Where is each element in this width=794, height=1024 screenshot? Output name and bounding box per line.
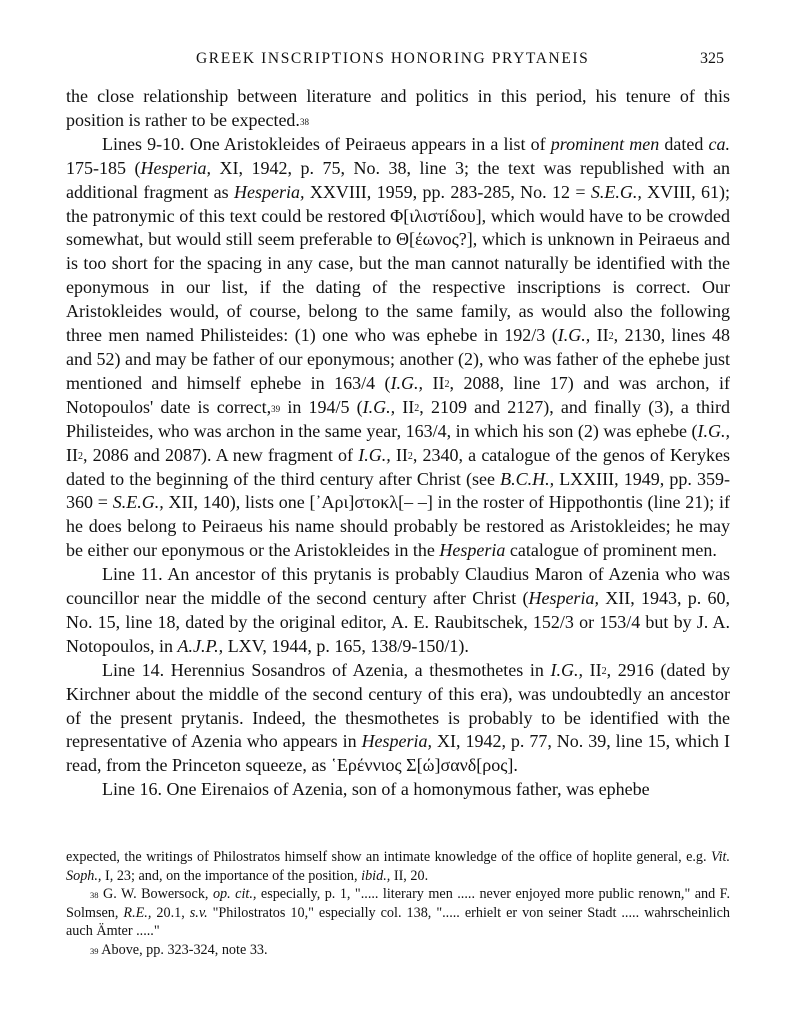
text-run: II [390, 444, 408, 465]
text-run: especially, p. 1, "..... literary men ..... never enjoyed more public renown," and F. Solmsen, [66, 886, 730, 921]
text-run: I, 23; and, on the importance of the position, [101, 867, 362, 884]
running-title: GREEK INSCRIPTIONS HONORING PRYTANEIS [196, 50, 590, 67]
italic-run: ibid., [361, 867, 391, 884]
italic-run: Hesperia [439, 540, 506, 561]
footnotes [66, 848, 730, 960]
text-run: LXV, 1944, p. 165, 138/9-150/1). [223, 635, 469, 656]
text-run: Line 16. One Eirenaios of Azenia, son of a homonymous father, was ephebe [102, 779, 650, 800]
superscript: 2 [608, 331, 614, 343]
text-run: Above, pp. 323-324, note 33. [98, 941, 268, 958]
paragraph-lines-9-10 [66, 133, 730, 563]
text-run: dated [659, 133, 709, 154]
text-run: 20.1, [151, 904, 190, 921]
italic-run: Hesperia, [361, 731, 433, 752]
italic-run: I.G., [557, 325, 591, 346]
text-run: "Philostratos 10," especially col. 138, "..... erhielt er von seiner Stadt ..... wahrscheinlich auch Ämter ....." [66, 904, 730, 940]
text-run: XII, 140), lists one [᾿Αρι]στοκλ[– –] in the roster of Hippothontis (line 21); if he does belong to Peiraeus his name should probably be restored as Aristokleides; he may be either our eponymous or the Aristokleides in the [66, 492, 730, 561]
superscript: 2 [78, 450, 83, 462]
italic-run: S.E.G., [112, 492, 164, 513]
text-run: II [583, 659, 602, 680]
footnote-continued [66, 848, 730, 885]
italic-run: S.E.G., [590, 181, 642, 202]
text-run: , 2086 and 2087). A new fragment of [83, 444, 359, 465]
text-run: XII, 1943, p. 60, No. 15, line 18, dated by the original editor, A. E. Raubitschek, 152/3 or 153/4 but by J. A. Notopoulos, in [66, 588, 730, 656]
text-run: , 2130, lines 48 and 52) and may be father of our eponymous; another (2), who was father of the ephebe just mentioned and himself ephebe in 163/4 ( [66, 325, 730, 393]
footnote-number: 38 [90, 890, 99, 901]
text-run: II, 20. [390, 867, 429, 884]
text-run: XVIII, 61); the patronymic of this text could be restored Φ[ιλιστίδου], which would have to be crowded somewhat, but would still seem preferable to Θ[έωνος?], which is unknown in Peiraeus and is too short for the spacing in any case, but the man cannot naturally be identified with the eponymous in our list, if the dating of the respective inscriptions is correct. Our Aristokleides would, of course, belong to the same family, as would also the following three men named Philisteides: (1) one who was ephebe in 192/3 ( [66, 181, 731, 346]
paragraph-line-14 [66, 659, 730, 779]
footnote-39 [66, 941, 730, 960]
text-run: catalogue of prominent men. [505, 540, 717, 561]
footnote-ref-38: 38 [299, 116, 309, 127]
text-run: , 2916 (dated by Kirchner about the middle of the second century of this era), was undoubtedly an ancestor of the present prytanis. Indeed, the thesmothetes is probably to be identified with the representative of Azenia who appears in [66, 659, 730, 752]
superscript: 2 [601, 665, 607, 677]
main-text [66, 85, 730, 802]
text-run: II [66, 444, 78, 465]
footnote-38 [66, 885, 730, 941]
footnote-number: 39 [90, 945, 99, 956]
italic-run: prominent men [550, 133, 660, 154]
superscript: 2 [407, 450, 413, 462]
italic-run: ca. [708, 133, 730, 154]
text-run: XXVIII, 1959, pp. 283-285, No. 12 = [304, 181, 591, 202]
italic-run: op. cit., [212, 886, 257, 903]
text-run: , 2340, a catalogue of the genos of Kerykes dated to the beginning of the third century after Christ (see [66, 444, 730, 489]
text-run: the close relationship between literature and politics in this period, his tenure of this position is rather to be expected. [66, 86, 730, 130]
italic-run: Hesperia, [233, 181, 305, 202]
text-run: Lines 9-10. One Aristokleides of Peiraeus appears in a list of [102, 133, 551, 154]
italic-run: R.E., [123, 904, 152, 921]
running-header [0, 50, 794, 74]
text-run: XI, 1942, p. 77, No. 39, line 15, which I read, from the Princeton squeeze, as ῾Ερέννιος Σ[ώ]σανδ[ρος]. [66, 731, 730, 776]
paragraph-line-11 [66, 563, 730, 659]
footnote-ref-39: 39 [271, 403, 281, 414]
page-number: 325 [700, 50, 724, 67]
text-run: , 2088, line 17) and was archon, if Notopoulos' date is correct, [66, 372, 730, 417]
italic-run: A.J.P., [177, 635, 224, 656]
italic-run: I.G., [362, 396, 396, 417]
italic-run: I.G., [550, 659, 584, 680]
paragraph-continued [66, 85, 730, 133]
italic-run: I.G., [358, 444, 391, 465]
paragraph-line-16 [66, 778, 730, 802]
text-run: in 194/5 ( [280, 396, 363, 417]
text-run: II [423, 372, 445, 393]
italic-run: Hesperia, [140, 157, 211, 178]
italic-run: Vit. Soph., [66, 849, 730, 884]
italic-run: I.G., [697, 420, 730, 441]
italic-run: I.G., [390, 372, 424, 393]
text-run: Line 14. Herennius Sosandros of Azenia, a thesmothetes in [102, 659, 551, 680]
text-run: XI, 1942, p. 75, No. 38, line 3; the text was republished with an additional fragment as [66, 157, 730, 202]
text-run: G. W. Bowersock, [98, 886, 213, 903]
italic-run: s.v. [189, 904, 208, 921]
italic-run: Hesperia, [528, 588, 599, 609]
text-run: 175-185 ( [66, 157, 141, 178]
text-run: LXXIII, 1949, pp. 359-360 = [66, 468, 730, 513]
italic-run: B.C.H., [500, 468, 555, 489]
text-run: II [395, 396, 415, 417]
text-run: , 2109 and 2127), and finally (3), a third Philisteides, who was archon in the same year, 163/4, in which his son (2) was ephebe ( [66, 396, 730, 441]
text-run: Line 11. An ancestor of this prytanis is probably Claudius Maron of Azenia who was councillor near the middle of the second century after Christ ( [66, 564, 730, 609]
superscript: 2 [444, 378, 450, 390]
text-run: II [590, 325, 609, 346]
superscript: 2 [414, 402, 420, 414]
text-run: expected, the writings of Philostratos himself show an intimate knowledge of the office of hoplite general, e.g. [66, 849, 711, 865]
